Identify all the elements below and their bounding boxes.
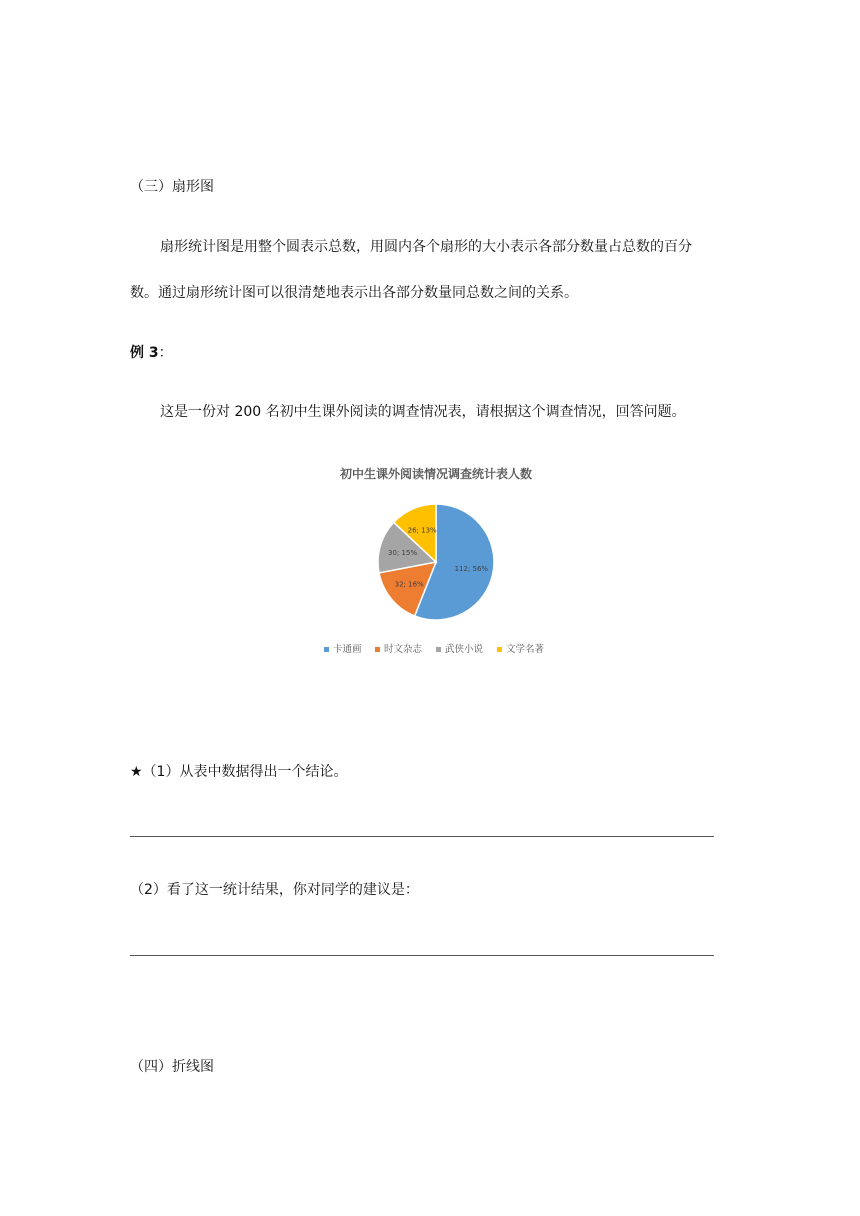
slice-data-label-1: 32; 16% <box>394 580 424 589</box>
legend-swatch-2 <box>436 647 441 652</box>
legend-label-3: 文学名著 <box>506 644 545 655</box>
example-heading <box>130 343 173 363</box>
paragraph-line-1: 扇形统计图是用整个圆表示总数，用圆内各个扇形的大小表示各部分数量占总数的百分 <box>160 239 692 255</box>
section4-heading: （四）折线图 <box>130 1059 214 1075</box>
example-intro: 这是一份对 200 名初中生课外阅读的调查情况表，请根据这个调查情况，回答问题。 <box>160 404 686 420</box>
section3-heading: （三）扇形图 <box>130 179 214 195</box>
example-colon: ： <box>158 345 173 361</box>
slice-data-label-3: 26; 13% <box>407 526 437 535</box>
legend-swatch-0 <box>324 647 329 652</box>
question-2: （2）看了这一统计结果，你对同学的建议是： <box>130 882 419 898</box>
legend-label-1: 时文杂志 <box>384 644 423 655</box>
chart-legend <box>324 643 545 655</box>
slice-data-label-0: 112; 56% <box>454 565 489 574</box>
chart-title: 初中生课外阅读情况调查统计表人数 <box>339 467 533 481</box>
legend-swatch-3 <box>497 647 502 652</box>
legend-swatch-1 <box>375 647 380 652</box>
answer-line-1 <box>130 836 714 837</box>
answer-line-2 <box>130 955 714 956</box>
pie-chart <box>300 455 580 675</box>
legend-label-0: 卡通画 <box>333 644 362 655</box>
pie-slices <box>378 504 494 620</box>
question-1: ★（1）从表中数据得出一个结论。 <box>130 764 348 780</box>
paragraph-line-2: 数。通过扇形统计图可以很清楚地表示出各部分数量同总数之间的关系。 <box>130 285 578 301</box>
example-label: 例 3 <box>130 345 159 361</box>
slice-data-label-2: 30; 15% <box>388 548 418 557</box>
legend-label-2: 武侠小说 <box>445 644 484 655</box>
